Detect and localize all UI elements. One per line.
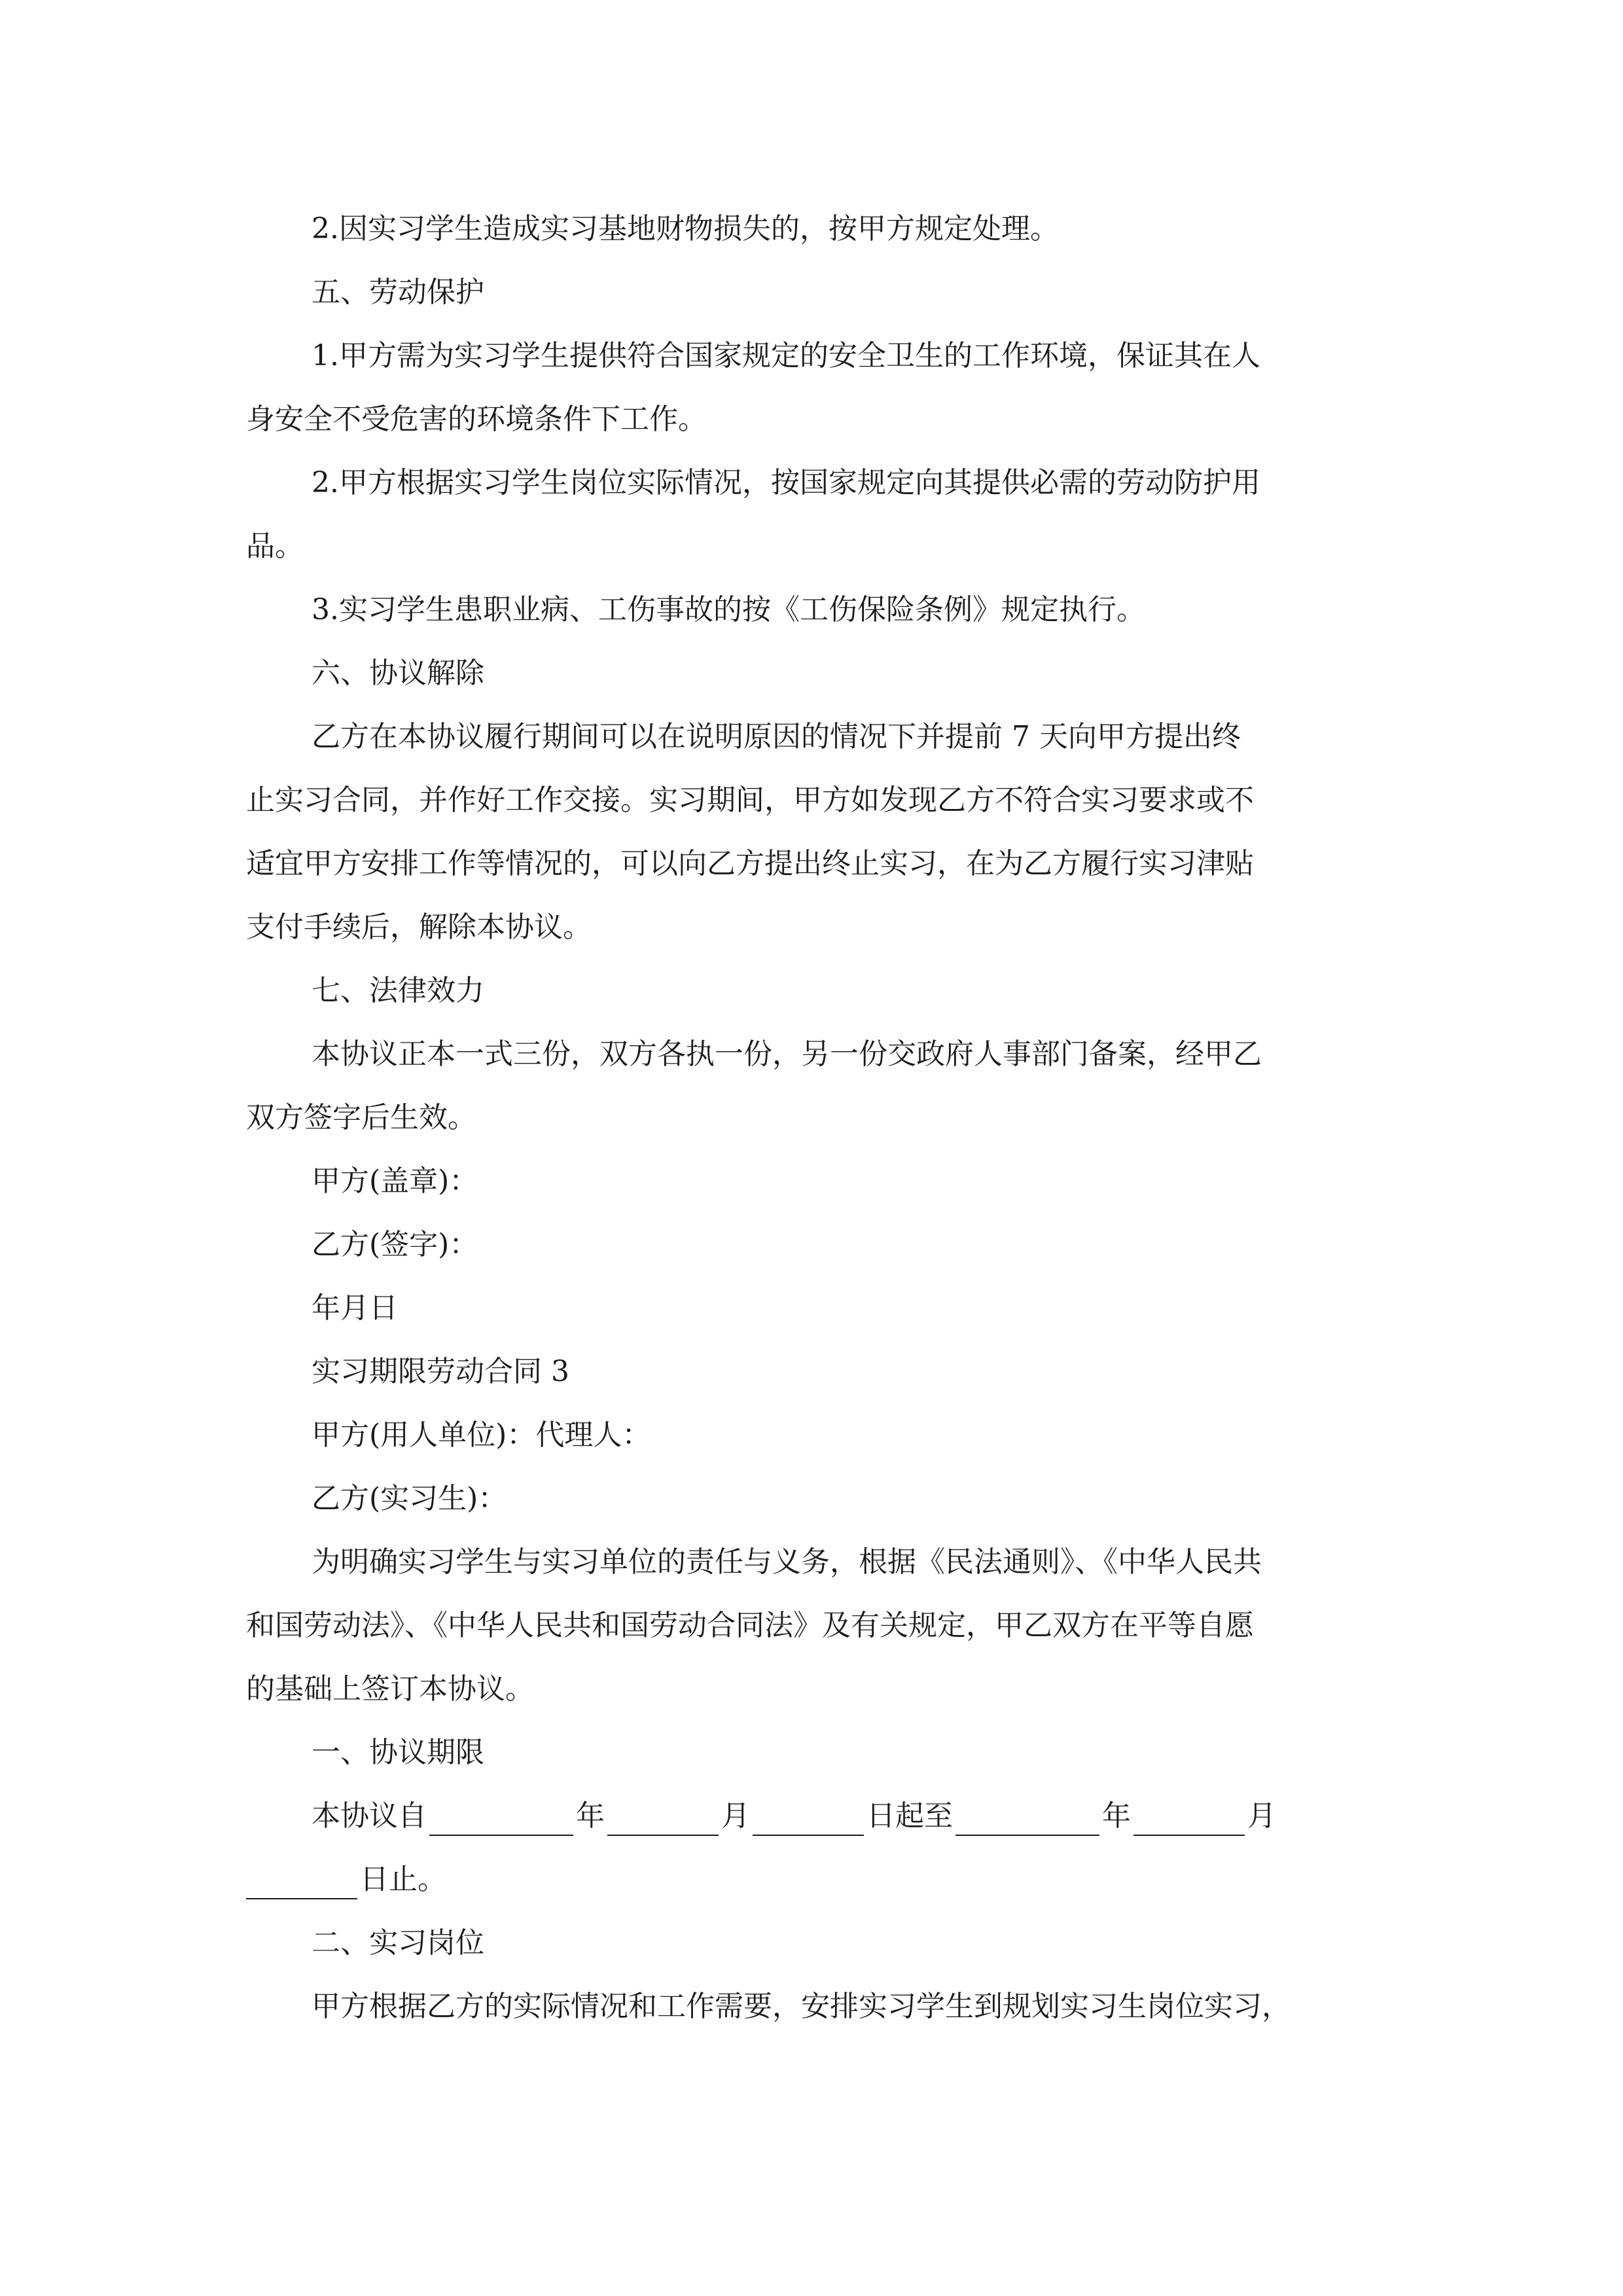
paragraph-line: 双方签字后生效。: [246, 1101, 476, 1134]
paragraph-line: 支付手续后，解除本协议。: [246, 910, 592, 944]
signature-party-b: 乙方(签字)：: [312, 1228, 478, 1261]
date-line: 年月日: [312, 1291, 398, 1325]
blank-field: [753, 1806, 864, 1836]
blank-field: [607, 1806, 719, 1836]
section-heading: 六、协议解除: [312, 656, 484, 690]
signature-party-a: 甲方(盖章)：: [312, 1164, 478, 1198]
section-heading: 七、法律效力: [312, 974, 484, 1007]
paragraph-line: 3.实习学生患职业病、工伤事故的按《工伤保险条例》规定执行。: [312, 593, 1145, 626]
term-line-end: [246, 1860, 446, 1899]
day-until-label: 日起至: [866, 1799, 953, 1833]
year-label: 年: [576, 1799, 605, 1833]
paragraph-line: 止实习合同，并作好工作交接。实习期间，甲方如发现乙方不符合实习要求或不: [246, 783, 1254, 817]
term-line: [312, 1797, 1276, 1836]
day-end-label: 日止。: [360, 1863, 446, 1896]
month-label: 月: [721, 1799, 750, 1833]
paragraph-line: 乙方在本协议履行期间可以在说明原因的情况下并提前 7 天向甲方提出终: [312, 720, 1241, 753]
paragraph-line: 身安全不受危害的环境条件下工作。: [246, 403, 707, 436]
paragraph-line: 的基础上签订本协议。: [246, 1672, 534, 1706]
term-label-start: 本协议自: [312, 1799, 427, 1833]
paragraph-line: 和国劳动法》、《中华人民共和国劳动合同法》及有关规定，甲乙双方在平等自愿: [246, 1609, 1254, 1642]
contract-title: 实习期限劳动合同 3: [312, 1355, 569, 1388]
blank-field: [955, 1806, 1099, 1836]
month-label: 月: [1247, 1799, 1276, 1833]
paragraph-line: 品。: [246, 529, 304, 563]
paragraph-line: 为明确实习学生与实习单位的责任与义务，根据《民法通则》、《中华人民共: [312, 1545, 1262, 1579]
paragraph-line: 2.甲方根据实习学生岗位实际情况，按国家规定向其提供必需的劳动防护用: [312, 466, 1260, 499]
paragraph-line: 2.因实习学生造成实习基地财物损失的，按甲方规定处理。: [312, 212, 1059, 245]
blank-field: [246, 1869, 357, 1899]
paragraph-line: 1.甲方需为实习学生提供符合国家规定的安全卫生的工作环境，保证其在人: [312, 339, 1260, 372]
paragraph-line: 适宜甲方安排工作等情况的，可以向乙方提出终止实习，在为乙方履行实习津贴: [246, 847, 1254, 880]
section-heading: 二、实习岗位: [312, 1926, 484, 1960]
blank-field: [429, 1806, 573, 1836]
blank-field: [1133, 1806, 1245, 1836]
section-heading: 五、劳动保护: [312, 276, 484, 309]
party-a-line: 甲方(用人单位)：代理人：: [312, 1418, 651, 1452]
section-heading: 一、协议期限: [312, 1736, 484, 1769]
paragraph-line: 甲方根据乙方的实际情况和工作需要，安排实习学生到规划实习生岗位实习，: [312, 1990, 1291, 2023]
party-b-line: 乙方(实习生)：: [312, 1482, 507, 1515]
paragraph-line: 本协议正本一式三份，双方各执一份，另一份交政府人事部门备案，经甲乙: [312, 1037, 1262, 1071]
year-label: 年: [1102, 1799, 1131, 1833]
